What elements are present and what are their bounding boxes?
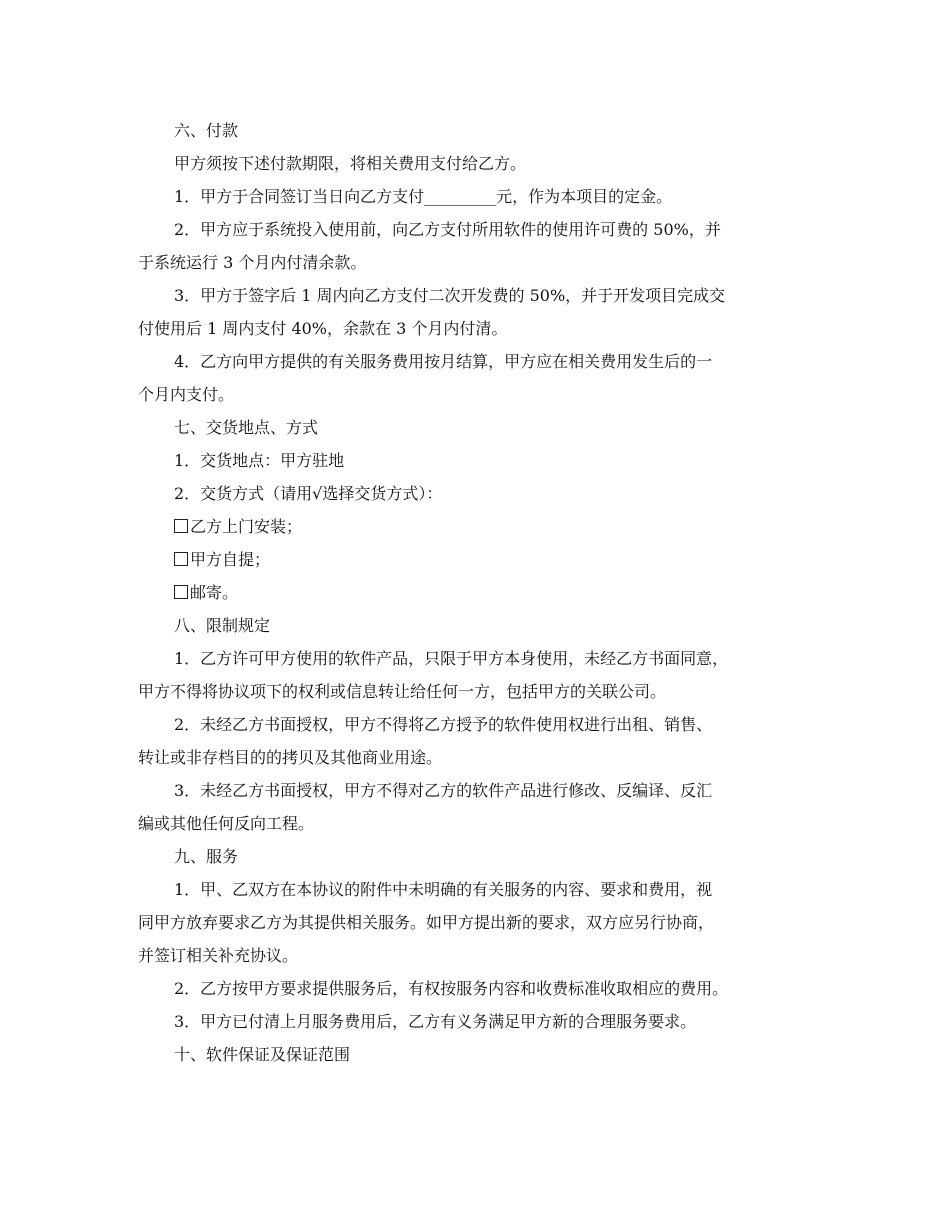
checkbox-option-onsite-install xyxy=(138,510,816,543)
section-heading-delivery: 七、交货地点、方式 xyxy=(174,418,319,437)
checkbox-label: 乙方上门安装； xyxy=(190,517,303,536)
paragraph-continuation: 同甲方放弃要求乙方为其提供相关服务。如甲方提出新的要求，双方应另行协商， xyxy=(138,913,715,932)
empty-checkbox-icon xyxy=(174,552,188,566)
paragraph: 1．甲方于合同签订当日向乙方支付_________元，作为本项目的定金。 xyxy=(174,187,673,206)
document-body xyxy=(138,114,816,1071)
paragraph: 1．乙方许可甲方使用的软件产品，只限于甲方本身使用，未经乙方书面同意， xyxy=(174,649,729,668)
paragraph: 3．甲方于签字后 1 周内向乙方支付二次开发费的 50%，并于开发项目完成交 xyxy=(174,286,726,305)
paragraph: 1．交货地点：甲方驻地 xyxy=(174,451,345,470)
paragraph: 4．乙方向甲方提供的有关服务费用按月结算，甲方应在相关费用发生后的一 xyxy=(174,352,713,371)
checkbox-label: 邮寄。 xyxy=(190,583,239,602)
paragraph-continuation: 并签订相关补充协议。 xyxy=(138,946,299,965)
paragraph: 3．甲方已付清上月服务费用后，乙方有义务满足甲方新的合理服务要求。 xyxy=(174,1012,697,1031)
paragraph: 2．交货方式（请用√选择交货方式）： xyxy=(174,484,443,503)
checkbox-option-self-pickup xyxy=(138,543,816,576)
paragraph-continuation: 甲方不得将协议项下的权利或信息转让给任何一方，包括甲方的关联公司。 xyxy=(138,682,667,701)
checkbox-label: 甲方自提； xyxy=(190,550,271,569)
paragraph-continuation: 付使用后 1 周内支付 40%，余款在 3 个月内付清。 xyxy=(138,319,508,338)
paragraph: 2．甲方应于系统投入使用前，向乙方支付所用软件的使用许可费的 50%，并 xyxy=(174,220,721,239)
paragraph-continuation: 于系统运行 3 个月内付清余款。 xyxy=(138,253,367,272)
empty-checkbox-icon xyxy=(174,519,188,533)
paragraph: 2．乙方按甲方要求提供服务后，有权按服务内容和收费标准收取相应的费用。 xyxy=(174,979,729,998)
section-heading-warranty: 十、软件保证及保证范围 xyxy=(174,1045,351,1064)
section-heading-payment: 六、付款 xyxy=(174,121,239,140)
section-heading-restrictions: 八、限制规定 xyxy=(174,616,271,635)
paragraph: 3．未经乙方书面授权，甲方不得对乙方的软件产品进行修改、反编译、反汇 xyxy=(174,781,713,800)
paragraph-continuation: 个月内支付。 xyxy=(138,385,235,404)
paragraph: 2．未经乙方书面授权，甲方不得将乙方授予的软件使用权进行出租、销售、 xyxy=(174,715,713,734)
section-heading-service: 九、服务 xyxy=(174,847,239,866)
empty-checkbox-icon xyxy=(174,585,188,599)
paragraph-continuation: 编或其他任何反向工程。 xyxy=(138,814,315,833)
paragraph: 甲方须按下述付款期限，将相关费用支付给乙方。 xyxy=(174,154,527,173)
paragraph: 1．甲、乙双方在本协议的附件中未明确的有关服务的内容、要求和费用，视 xyxy=(174,880,713,899)
checkbox-option-mail xyxy=(138,576,816,609)
paragraph-continuation: 转让或非存档目的的拷贝及其他商业用途。 xyxy=(138,748,443,767)
